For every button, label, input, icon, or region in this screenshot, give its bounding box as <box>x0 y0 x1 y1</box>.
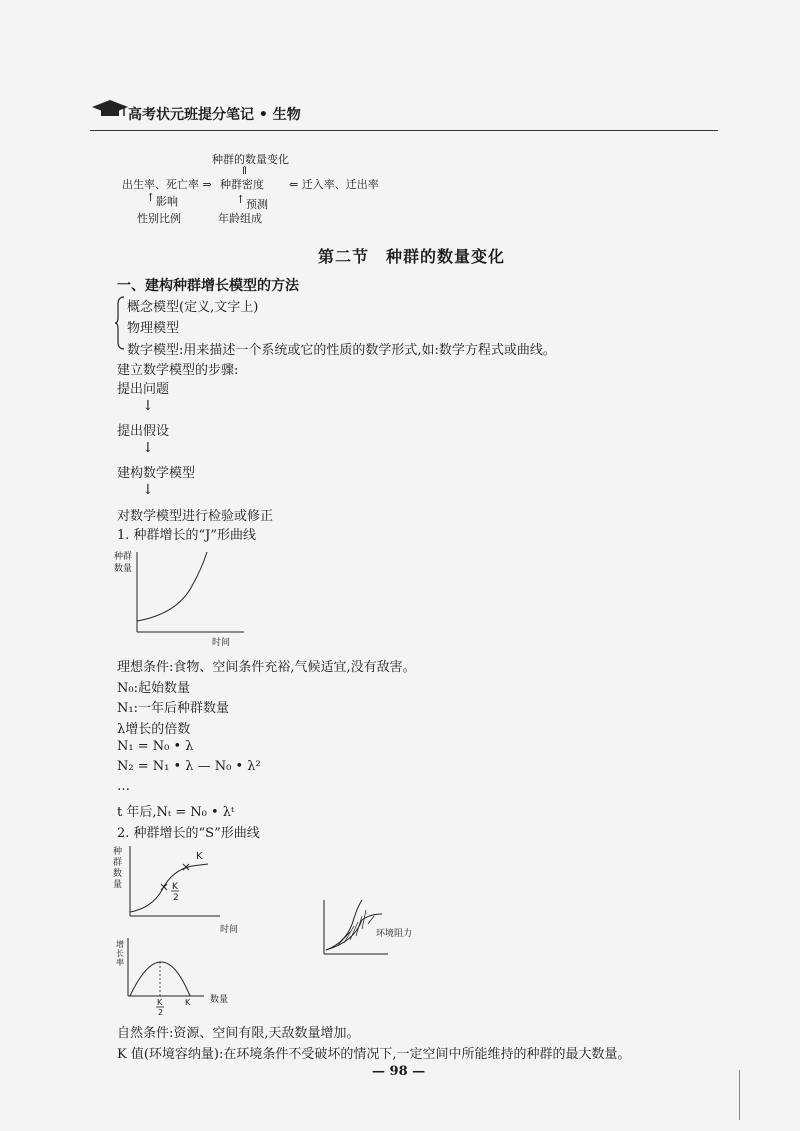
rate-ylabel-1: 增 <box>116 940 124 949</box>
lambda-def: λ增长的倍数 <box>117 722 191 737</box>
resistance-label: 环境阻力 <box>376 929 413 939</box>
rate-ylabel-3: 率 <box>116 958 124 967</box>
step-2: 提出假设 <box>117 424 170 439</box>
part1-heading: 一、建构种群增长模型的方法 <box>117 278 299 294</box>
step-4: 对数学模型进行检验或修正 <box>117 509 274 524</box>
s-curve-graph <box>112 842 252 938</box>
j-ylabel-1: 种群 <box>114 552 133 562</box>
graduation-cap-icon <box>90 98 130 120</box>
s-khalf-bottom: 2 <box>173 893 179 903</box>
concept-center: 种群密度 <box>220 178 264 191</box>
environmental-resistance-graph <box>318 896 428 962</box>
concept-left: 出生率、死亡率 ⇒ <box>122 178 212 191</box>
concept-sex-ratio: 性别比例 <box>137 212 181 225</box>
concept-predict: 预测 <box>246 198 268 211</box>
rate-ylabel-2: 长 <box>116 949 124 958</box>
concept-age-structure: 年龄组成 <box>218 212 262 225</box>
s-ylabel-1: 种 <box>113 847 123 857</box>
j-ylabel-2: 数量 <box>114 564 133 574</box>
step-arrow-1: ↓ <box>142 398 154 414</box>
rate-khalf-top: K <box>157 998 163 1007</box>
j-xlabel: 时间 <box>212 638 231 648</box>
concept-top: 种群的数量变化 <box>212 153 289 166</box>
k-value-def: K 值(环境容纳量):在环境条件不受破坏的情况下,一定空间中所能维持的种群的最大数量。 <box>117 1047 631 1062</box>
step-arrow-3: ↓ <box>142 482 154 498</box>
page-edge <box>739 1070 740 1120</box>
j-curve-heading: 1. 种群增长的“J”形曲线 <box>117 528 257 543</box>
concept-right: ⇐ 迁入率、迁出率 <box>289 178 379 191</box>
ideal-conditions: 理想条件:食物、空间条件充裕,气候适宜,没有敌害。 <box>117 660 416 675</box>
natural-conditions: 自然条件:资源、空间有限,天敌数量增加。 <box>117 1026 360 1041</box>
n0-def: N₀:起始数量 <box>117 681 190 696</box>
rate-khalf-bottom: 2 <box>158 1008 164 1017</box>
section-title: 第二节 种群的数量变化 <box>318 247 506 266</box>
s-ylabel-2: 群 <box>113 858 123 868</box>
n1-def: N₁:一年后种群数量 <box>117 701 229 716</box>
step-1: 提出问题 <box>117 382 170 397</box>
equation-3: t 年后,Nₜ = N₀ • λᵗ <box>117 805 235 820</box>
header-title: 高考状元班提分笔记 • 生物 <box>128 107 301 123</box>
equation-2: N₂ = N₁ • λ — N₀ • λ² <box>117 759 261 774</box>
model-math: 数字模型:用来描述一个系统或它的性质的数学形式,如:数学方程式或曲线。 <box>127 343 556 358</box>
rate-xlabel: 数量 <box>210 995 229 1005</box>
step-3: 建构数学模型 <box>117 466 196 481</box>
rate-k: K <box>185 998 191 1007</box>
model-concept: 概念模型(定义,文字上) <box>127 300 259 315</box>
steps-title: 建立数学模型的步骤: <box>117 363 239 378</box>
header-rule <box>90 130 718 131</box>
s-k-label: K <box>196 851 203 862</box>
model-physical: 物理模型 <box>127 321 180 336</box>
s-curve-heading: 2. 种群增长的“S”形曲线 <box>117 826 260 841</box>
s-ylabel-3: 数 <box>113 869 123 879</box>
concept-influence: 影响 <box>156 195 178 208</box>
j-curve-graph <box>112 546 252 652</box>
concept-up-arrow: ⇑ <box>240 164 250 177</box>
s-xlabel: 时间 <box>220 925 239 935</box>
concept-influence-arrow: ↑ <box>146 191 156 204</box>
brace-icon <box>114 296 126 350</box>
s-ylabel-4: 量 <box>113 880 123 890</box>
equation-1: N₁ = N₀ • λ <box>117 739 194 754</box>
concept-predict-arrow: ↑ <box>236 193 246 206</box>
step-arrow-2: ↓ <box>142 440 154 456</box>
s-khalf-top: K <box>172 882 178 892</box>
ellipsis: … <box>117 779 130 794</box>
page-number: — 98 — <box>372 1064 426 1079</box>
growth-rate-graph <box>112 936 242 1018</box>
